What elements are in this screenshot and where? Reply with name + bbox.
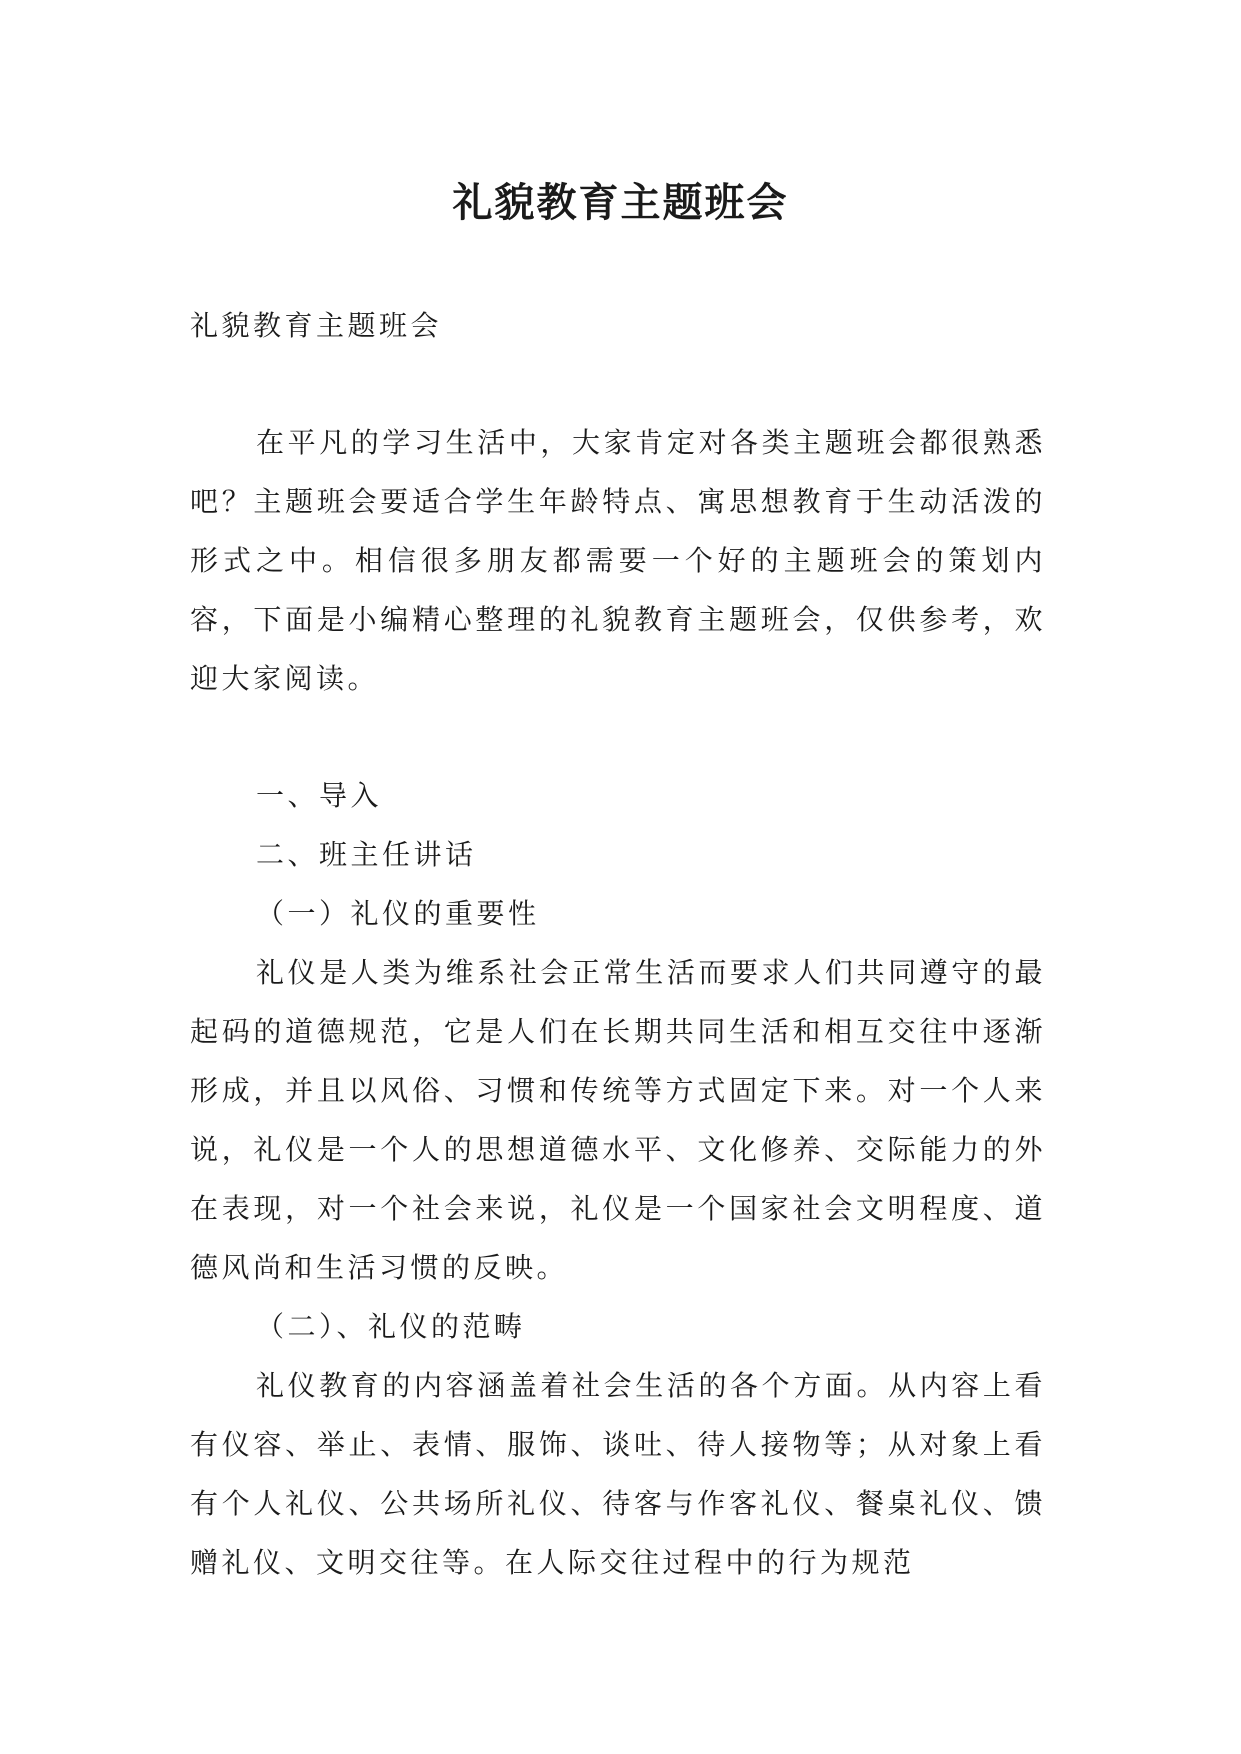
intro-paragraph: 在平凡的学习生活中，大家肯定对各类主题班会都很熟悉吧？主题班会要适合学生年龄特点、寓思想教育于生动活泼的形式之中。相信很多朋友都需要一个好的主题班会的策划内容，下面是小编精心整理的礼貌教育主题班会，仅供参考，欢迎大家阅读。	[190, 426, 1046, 695]
body-paragraph-scope: 礼仪教育的内容涵盖着社会生活的各个方面。从内容上看有仪容、举止、表情、服饰、谈吐、待人接物等；从对象上看有个人礼仪、公共场所礼仪、待客与作客礼仪、餐桌礼仪、馈赠礼仪、文明交往等。在人际交往过程中的行为规范	[190, 1369, 1046, 1579]
subheading-importance: （一）礼仪的重要性	[256, 897, 540, 930]
document-subtitle: 礼貌教育主题班会	[190, 309, 443, 342]
section-heading-teacher-speech: 二、班主任讲话	[256, 838, 477, 871]
subheading-scope: （二）、礼仪的范畴	[256, 1310, 526, 1343]
section-heading-intro: 一、导入	[256, 779, 383, 812]
body-paragraph-importance: 礼仪是人类为维系社会正常生活而要求人们共同遵守的最起码的道德规范，它是人们在长期共同生活和相互交往中逐渐形成，并且以风俗、习惯和传统等方式固定下来。对一个人来说，礼仪是一个人的思想道德水平、文化修养、交际能力的外在表现，对一个社会来说，礼仪是一个国家社会文明程度、道德风尚和生活习惯的反映。	[190, 956, 1046, 1284]
page-title: 礼貌教育主题班会	[452, 178, 789, 226]
document-body	[190, 296, 1046, 1592]
